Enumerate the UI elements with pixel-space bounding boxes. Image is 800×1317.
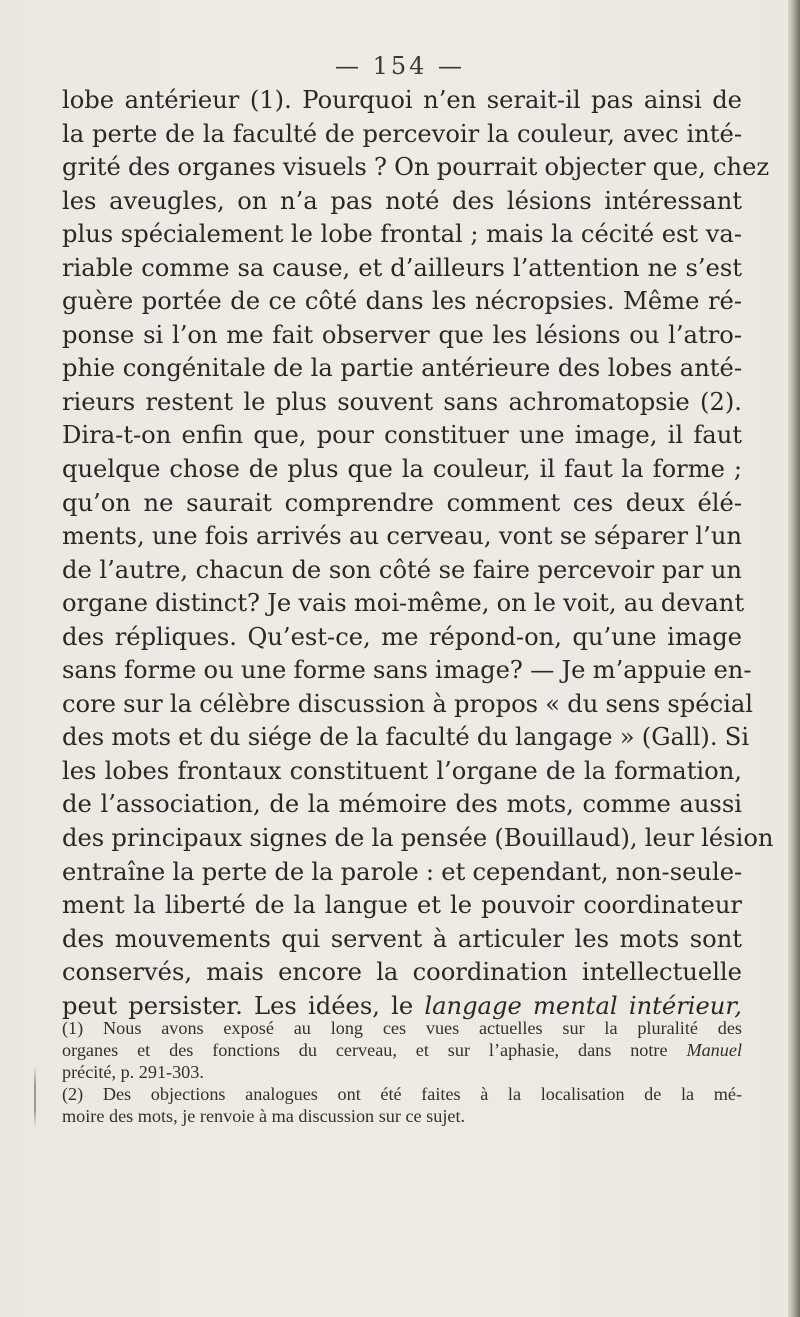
book-edge	[788, 0, 800, 1317]
footnote-2-line: moire des mots, je renvoie à ma discussion sur ce sujet.	[62, 1106, 466, 1126]
footnotes	[62, 1017, 742, 1127]
text-line: ponse si l’on me fait observer que les lésions ou l’atro-	[62, 320, 742, 349]
text-line: qu’on ne saurait comprendre comment ces deux élé-	[62, 488, 742, 517]
text-line: des mouvements qui servent à articuler les mots sont	[62, 924, 742, 953]
text-line: des mots et du siége de la faculté du langage » (Gall). Si	[62, 723, 750, 752]
footnote-1-line: précité, p. 291-303.	[62, 1062, 204, 1082]
footnote-1-line	[62, 1039, 742, 1061]
text-line: ments, une fois arrivés au cerveau, vont se séparer l’un	[62, 522, 742, 551]
text-line: grité des organes visuels ? On pourrait objecter que, chez	[62, 153, 770, 182]
text-line: riable comme sa cause, et d’ailleurs l’attention ne s’est	[62, 253, 742, 282]
text-line: de l’autre, chacun de son côté se faire percevoir par un	[62, 555, 742, 584]
text-line: les aveugles, on n’a pas noté des lésions intéressant	[62, 186, 742, 215]
margin-mark	[34, 1066, 36, 1128]
text-line: rieurs restent le plus souvent sans achromatopsie (2).	[62, 387, 742, 416]
text-line: plus spécialement le lobe frontal ; mais la cécité est va-	[62, 220, 742, 249]
text-line: sans forme ou une forme sans image? — Je m’appuie en-	[62, 656, 752, 685]
footnote-1-text: organes et des fonctions du cerveau, et sur l’aphasie, dans notre	[62, 1040, 668, 1060]
text-line: core sur la célèbre discussion à propos « du sens spécial	[62, 689, 754, 718]
text-line: des répliques. Qu’est-ce, me répond-on, qu’une image	[62, 622, 742, 651]
italic-phrase: langage mental intérieur,	[424, 991, 742, 1020]
text-line: organe distinct? Je vais moi-même, on le voit, au devant	[62, 589, 745, 618]
text-line: des principaux signes de la pensée (Bouillaud), leur lésion	[62, 824, 774, 853]
footnote-2-line: (2) Des objections analogues ont été faites à la localisation de la mé-	[62, 1084, 742, 1104]
text-line: lobe antérieur (1). Pourquoi n’en serait-il pas ainsi de	[62, 86, 742, 114]
page-number: — 154 —	[334, 52, 466, 80]
footnote-1-line: (1) Nous avons exposé au long ces vues actuelles sur la pluralité des	[62, 1018, 742, 1038]
text-line: les lobes frontaux constituent l’organe de la formation,	[62, 756, 742, 785]
text-line: ment la liberté de la langue et le pouvoir coordinateur	[62, 891, 742, 920]
text-line: la perte de la faculté de percevoir la couleur, avec inté-	[62, 119, 742, 148]
text-line: conservés, mais encore la coordination intellectuelle	[62, 958, 742, 987]
text-line: guère portée de ce côté dans les nécropsies. Même ré-	[62, 287, 742, 316]
text-line: de l’association, de la mémoire des mots, comme aussi	[62, 790, 742, 819]
text-line: entraîne la perte de la parole : et cependant, non-seule-	[62, 857, 743, 886]
footnote-1-italic: Manuel	[686, 1040, 742, 1060]
text-line: quelque chose de plus que la couleur, il faut la forme ;	[62, 455, 742, 484]
body-text	[62, 84, 774, 1023]
text-line: phie congénitale de la partie antérieure des lobes anté-	[62, 354, 742, 383]
text-line: Dira-t-on enfin que, pour constituer une image, il faut	[62, 421, 742, 450]
text-line-start: peut persister. Les idées, le	[62, 991, 414, 1020]
